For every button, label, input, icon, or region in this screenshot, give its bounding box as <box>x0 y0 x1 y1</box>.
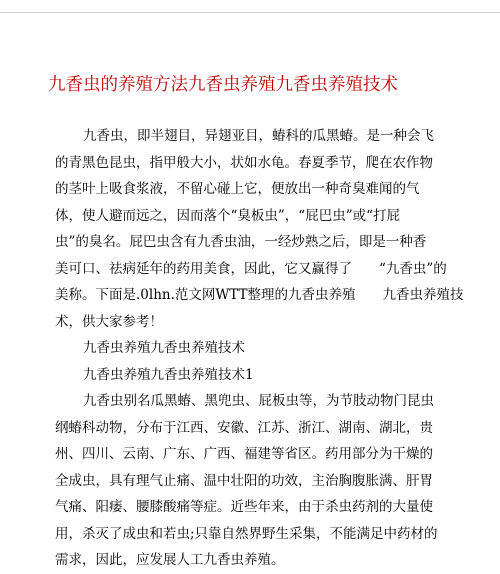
body-line: 的青黑色昆虫，指甲般大小，状如水龟。春夏季节，爬在农作物 <box>55 154 433 171</box>
body-line: 美称。下面是.0lhn.范文网WTT整理的九香虫养殖 九香虫养殖技 <box>55 287 464 303</box>
body-line: 术，供大家参考！ <box>55 313 163 330</box>
body-line: 九香虫，即半翅目，异翅亚目，蝽科的瓜黑蝽。是一种会飞 <box>83 128 434 144</box>
body-line: 九香虫别名瓜黑蝽、黑兜虫、屁板虫等，为节肢动物门昆虫 <box>83 393 434 409</box>
body-line: 州、四川、云南、广东、广西、福建等省区。药用部分为干燥的 <box>55 446 433 462</box>
body-line: 美可口、祛病延年的药用美食，因此，它又赢得了 “九香虫”的 <box>55 260 447 277</box>
document-title: 九香虫的养殖方法九香虫养殖九香虫养殖技术 <box>48 75 398 95</box>
body-line: 体，使人避而远之，因而落个“臭板虫”，“屁巴虫”或“打屁 <box>55 207 401 224</box>
body-line: 需求，因此，应发展人工九香虫养殖。 <box>55 552 285 568</box>
body-line: 虫”的臭名。屁巴虫含有九香虫油，一经炒熟之后，即是一种香 <box>55 234 427 250</box>
document-body <box>55 123 465 574</box>
section-heading: 九香虫养殖九香虫养殖技术 <box>83 340 245 356</box>
header-rule <box>0 12 500 13</box>
body-line: 用，杀灭了成虫和若虫;只靠自然界野生采集，不能满足中药材的 <box>55 525 438 542</box>
body-line: 气痛、阳痿、腰膝酸痛等症。近些年来，由于杀虫药剂的大量使 <box>55 499 433 515</box>
section-heading: 九香虫养殖九香虫养殖技术1 <box>83 366 254 383</box>
body-line: 全成虫，具有理气止痛、温中壮阳的功效，主治胸腹胀满、肝胃 <box>55 472 433 489</box>
body-line: 纲蝽科动物，分布于江西、安徽、江苏、浙江、湖南、湖北，贵 <box>55 419 433 436</box>
body-line: 的茎叶上吸食浆液，不留心碰上它，便放出一种奇臭难闻的气 <box>55 181 420 197</box>
